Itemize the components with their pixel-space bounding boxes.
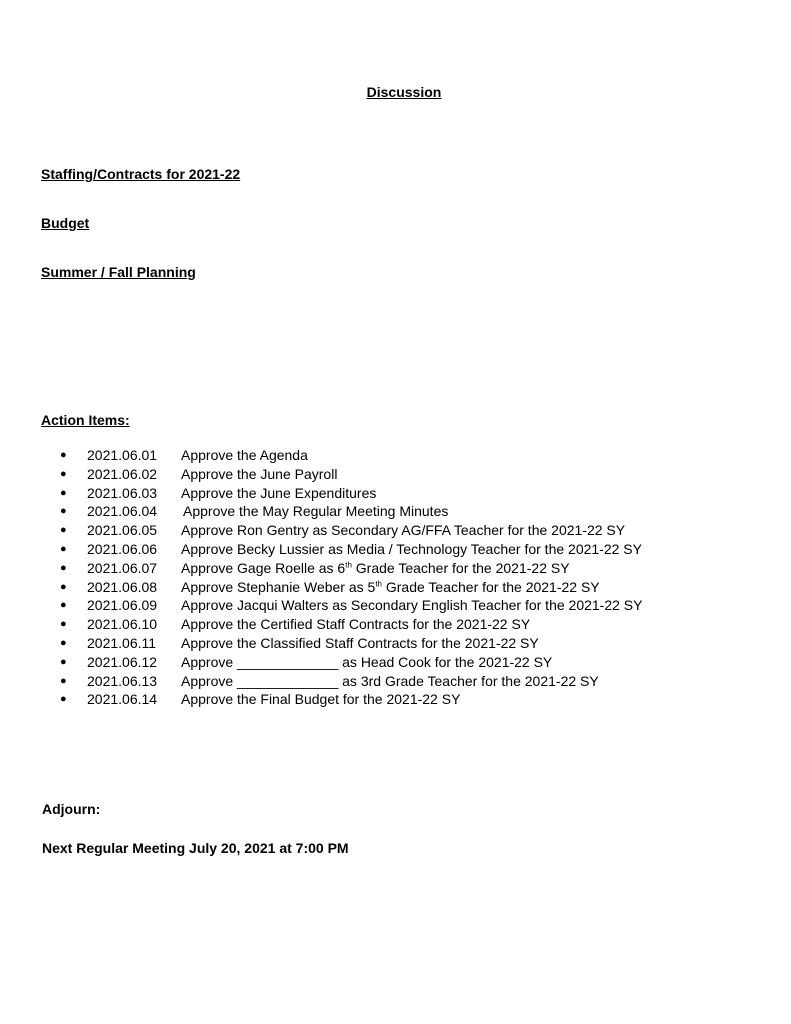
ordinal-suffix: th	[345, 560, 352, 570]
list-item	[60, 634, 642, 653]
bullet-icon: ●	[60, 618, 67, 631]
next-meeting-text: Next Regular Meeting July 20, 2021 at 7:00 PM	[42, 840, 349, 856]
list-item	[60, 690, 642, 709]
item-number: 2021.06.02	[87, 465, 158, 482]
item-description-text: Approve Stephanie Weber as 5	[181, 578, 376, 595]
item-number: 2021.06.09	[87, 597, 158, 614]
list-item	[60, 484, 642, 503]
bullet-icon: ●	[60, 449, 67, 461]
item-number: 2021.06.13	[87, 672, 158, 689]
item-description: Approve the June Payroll	[181, 465, 338, 482]
item-description: Approve _____________ as Head Cook for the 2021-22 SY	[181, 653, 553, 670]
item-number: 2021.06.08	[87, 578, 158, 595]
item-number: 2021.06.06	[87, 540, 158, 557]
item-number: 2021.06.11	[87, 634, 157, 651]
list-item	[60, 559, 642, 578]
bullet-icon: ●	[60, 561, 67, 574]
ordinal-suffix: th	[375, 578, 382, 588]
item-number: 2021.06.03	[87, 484, 158, 501]
list-item	[60, 672, 642, 691]
list-item	[60, 615, 642, 634]
topic-summer-fall-planning: Summer / Fall Planning	[41, 264, 196, 280]
list-item	[60, 540, 642, 559]
topic-budget: Budget	[41, 215, 90, 231]
discussion-title: Discussion	[366, 84, 442, 100]
bullet-icon: ●	[60, 467, 67, 480]
bullet-icon: ●	[60, 693, 67, 706]
bullet-icon: ●	[60, 580, 67, 593]
list-item	[60, 521, 642, 540]
bullet-icon: ●	[60, 524, 67, 537]
topic-staffing-contracts: Staffing/Contracts for 2021-22	[41, 166, 241, 182]
bullet-icon: ●	[60, 674, 67, 687]
item-description: Approve the Agenda	[181, 447, 308, 463]
item-description-text: Approve Gage Roelle as 6	[181, 559, 346, 576]
item-description	[181, 578, 600, 597]
item-description-text: Grade Teacher for the 2021-22 SY	[381, 578, 600, 595]
item-number: 2021.06.14	[87, 691, 158, 708]
item-description: Approve the May Regular Meeting Minutes	[183, 503, 449, 520]
item-description: Approve Ron Gentry as Secondary AG/FFA Teacher for the 2021-22 SY	[181, 522, 626, 539]
list-item	[60, 653, 642, 672]
list-item	[60, 596, 642, 615]
list-item	[60, 502, 642, 521]
bullet-icon: ●	[60, 505, 67, 518]
item-number: 2021.06.01	[87, 447, 158, 463]
item-description: Approve the Classified Staff Contracts for the 2021-22 SY	[181, 634, 539, 651]
list-item	[60, 465, 642, 484]
item-number: 2021.06.10	[87, 616, 158, 633]
item-number: 2021.06.04	[87, 503, 158, 520]
item-description: Approve Becky Lussier as Media / Technology Teacher for the 2021-22 SY	[181, 540, 642, 557]
bullet-icon: ●	[60, 542, 67, 555]
action-items-list	[60, 446, 642, 709]
item-description: Approve the June Expenditures	[181, 484, 377, 501]
item-description	[181, 559, 570, 578]
item-description: Approve _____________ as 3rd Grade Teacher for the 2021-22 SY	[181, 672, 599, 689]
list-item	[60, 578, 642, 597]
bullet-icon: ●	[60, 599, 67, 612]
item-number: 2021.06.07	[87, 559, 158, 576]
action-items-heading: Action Items:	[41, 412, 130, 428]
bullet-icon: ●	[60, 636, 67, 649]
item-description: Approve the Certified Staff Contracts for the 2021-22 SY	[181, 616, 531, 633]
item-description-text: Grade Teacher for the 2021-22 SY	[351, 559, 570, 576]
item-description: Approve Jacqui Walters as Secondary English Teacher for the 2021-22 SY	[181, 597, 643, 614]
bullet-icon: ●	[60, 486, 67, 499]
list-item	[60, 446, 642, 465]
item-description: Approve the Final Budget for the 2021-22 SY	[181, 691, 461, 708]
item-number: 2021.06.12	[87, 653, 158, 670]
item-number: 2021.06.05	[87, 522, 158, 539]
bullet-icon: ●	[60, 655, 67, 668]
adjourn-label: Adjourn:	[42, 801, 101, 817]
